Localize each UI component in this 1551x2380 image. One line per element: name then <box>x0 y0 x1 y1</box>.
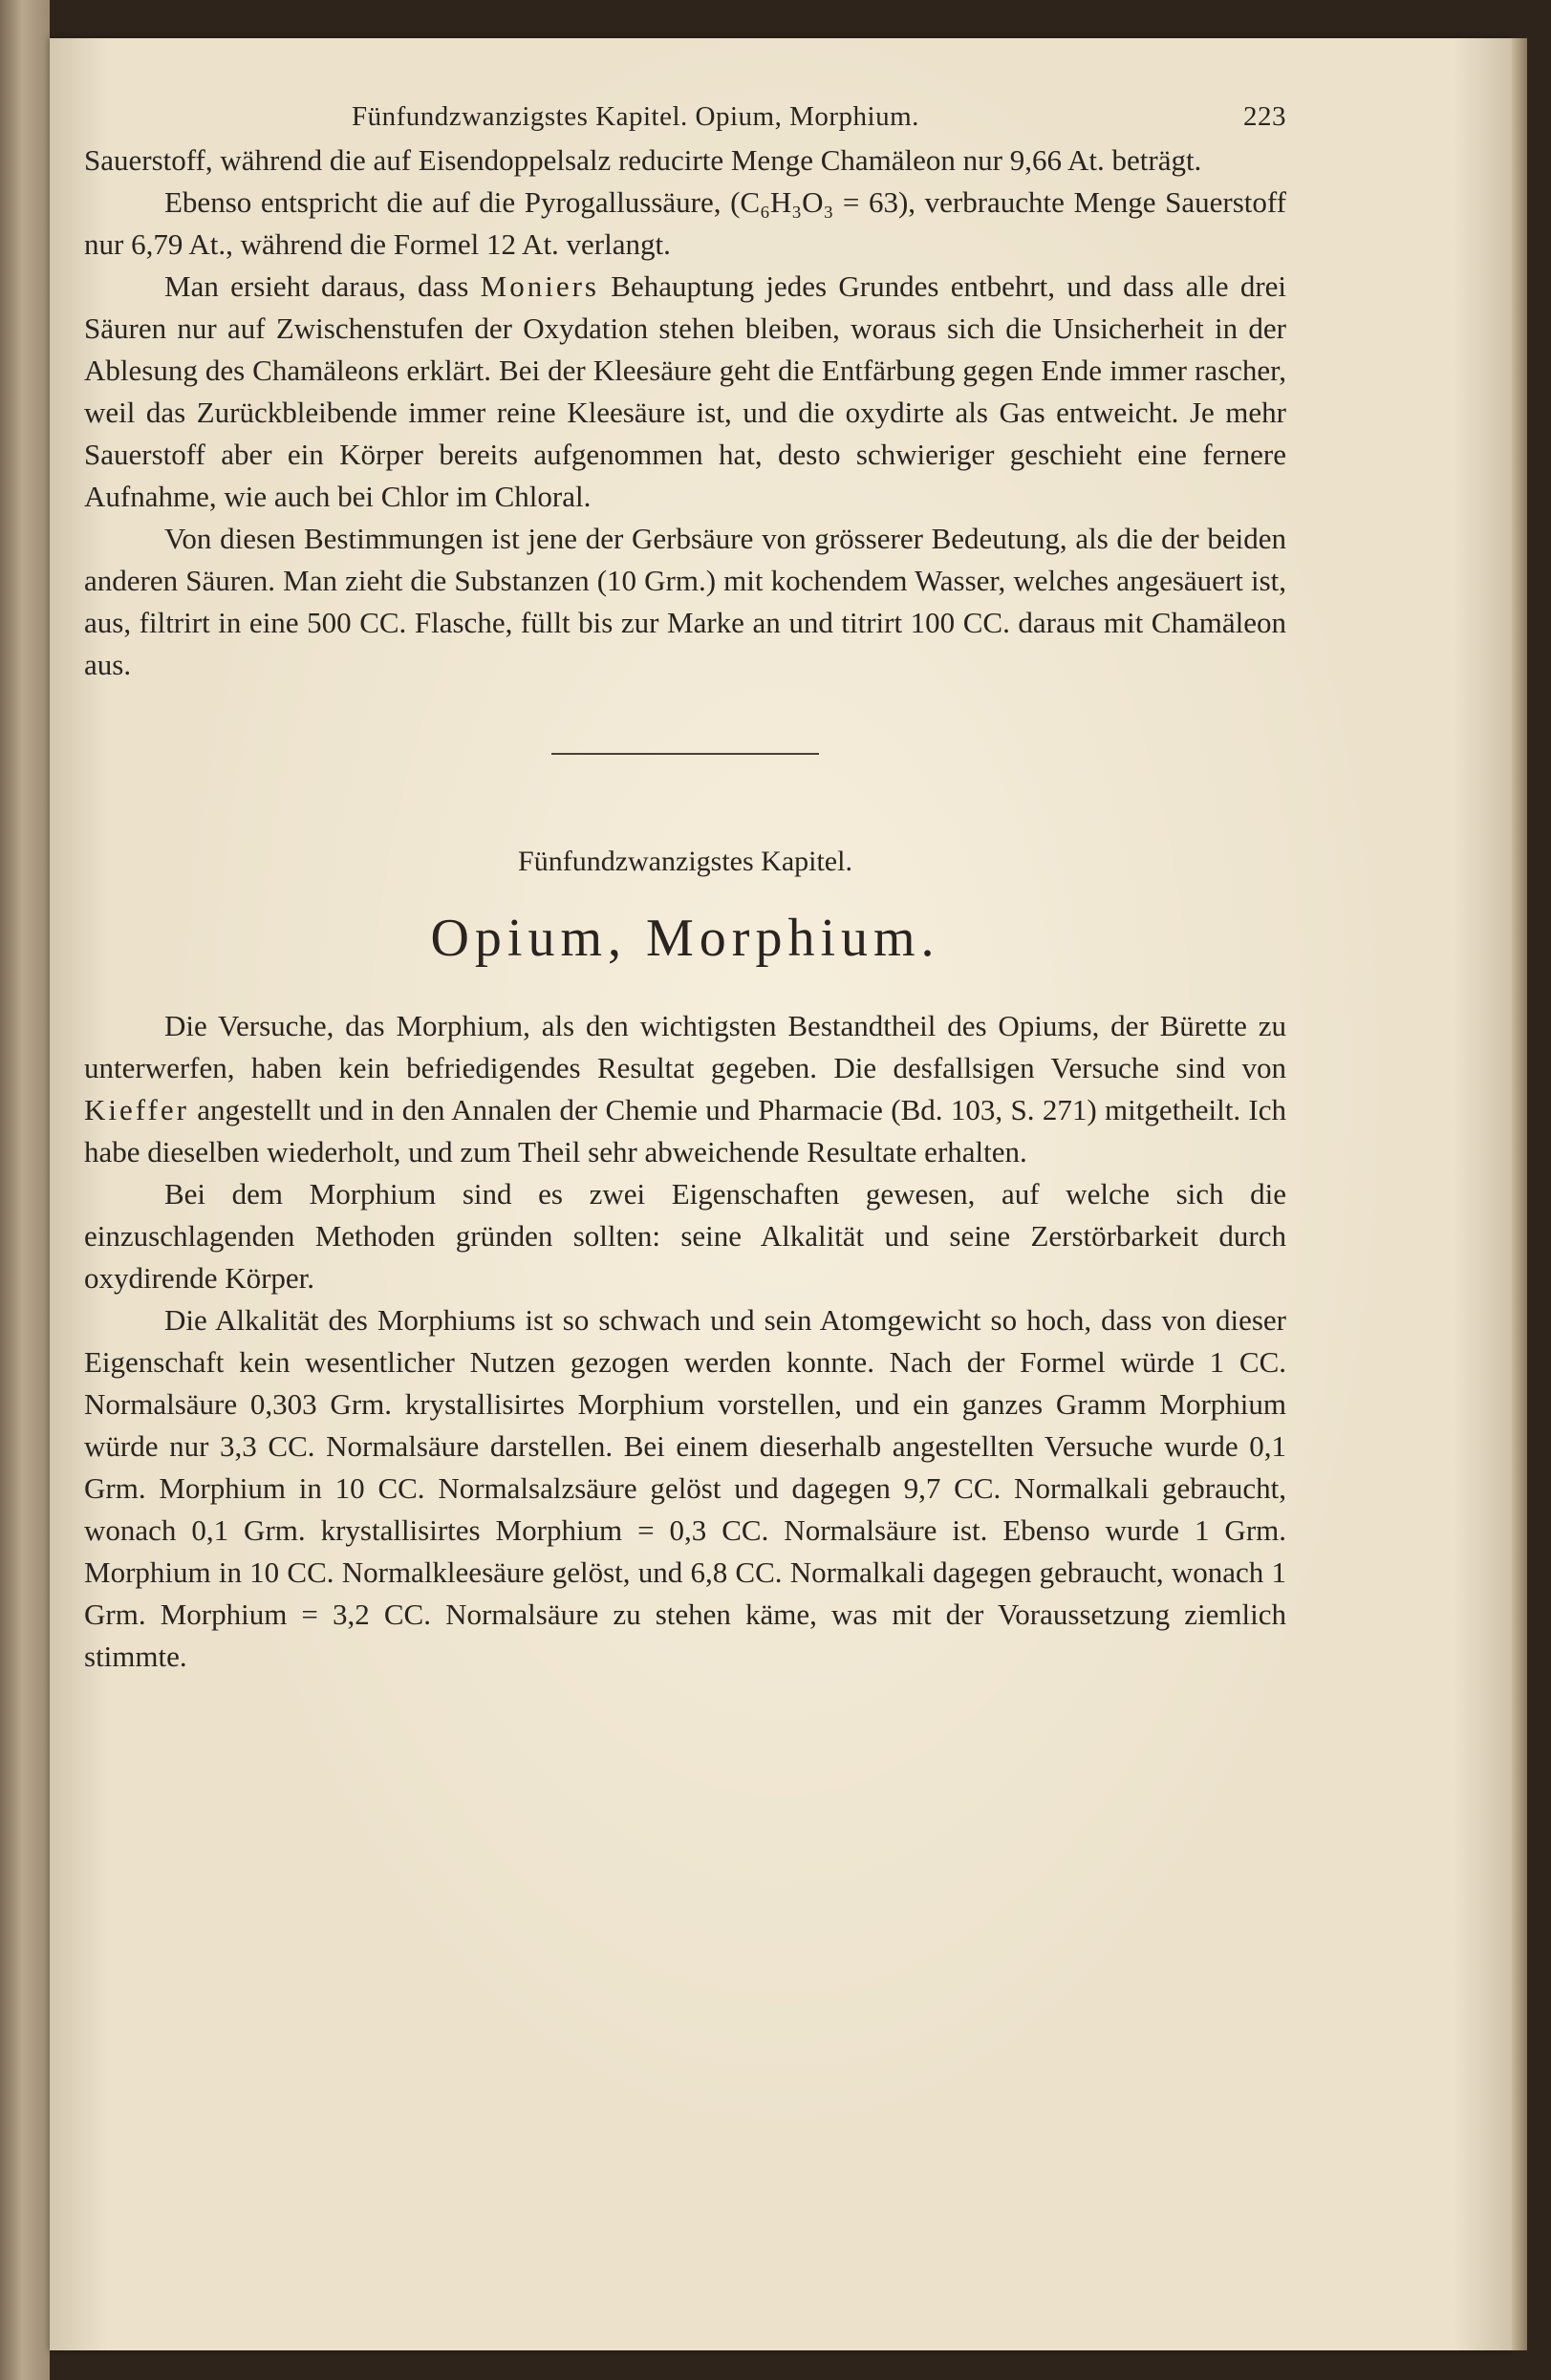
chapter-label: Fünfundzwanzigstes Kapitel. <box>518 846 852 877</box>
text-run: Behauptung jedes Grundes entbehrt, und dass alle drei Säuren nur auf Zwischenstufen der Oxydation stehen bleiben, woraus sich die Unsicherheit in der Ablesung des Chamäleons erklärt. Bei der Kleesäure geht die Entfärbung gegen Ende immer rascher, weil das Zurückbleibende immer reine Kleesäure ist, und die oxydirte als Gas entweicht. Je mehr Sauerstoff aber ein Körper bereits aufgenommen hat, desto schwieriger geschieht eine fernere Aufnahme, wie auch bei Chlor im Chloral. <box>84 269 1287 513</box>
paragraph <box>84 266 1286 518</box>
page-number: 223 <box>1243 101 1286 132</box>
text-run: Die Versuche, das Morphium, als den wichtigsten Bestandtheil des Opiums, der Bürette zu unterwerfen, haben kein befriedigendes Resultat gegeben. Die desfallsigen Versuche sind von <box>84 1009 1286 1084</box>
running-head-title: Fünfundzwanzigstes Kapitel. Opium, Morphium. <box>352 101 919 132</box>
author-name: Moniers <box>480 269 599 303</box>
paragraph: Von diesen Bestimmungen ist jene der Gerbsäure von grösserer Bedeutung, als die der beiden anderen Säuren. Man zieht die Substanzen (10 Grm.) mit kochendem Wasser, welches angesäuert ist, aus, filtrirt in eine 500 CC. Flasche, füllt bis zur Marke an und titrirt 100 CC. daraus mit Chamäleon aus. <box>84 522 1286 681</box>
author-name: Kieffer <box>84 1093 189 1126</box>
paragraph <box>84 1005 1286 1173</box>
running-head <box>84 96 1286 139</box>
section-divider <box>551 753 819 755</box>
left-page-edge <box>0 0 50 2380</box>
page-text-block <box>84 96 1286 1678</box>
paragraph: Die Alkalität des Morphiums ist so schwach und sein Atomgewicht so hoch, dass von dieser Eigenschaft kein wesentlicher Nutzen gezogen werden konnte. Nach der Formel würde 1 CC. Normalsäure 0,303 Grm. krystallisirtes Morphium vorstellen, und ein ganzes Gramm Morphium würde nur 3,3 CC. Normalsäure darstellen. Bei einem dieserhalb angestellten Versuche wurde 0,1 Grm. Morphium in 10 CC. Normalsalzsäure gelöst und dagegen 9,7 CC. Normalkali gebraucht, wonach 0,1 Grm. krystallisirtes Morphium = 0,3 CC. Normalsäure ist. Ebenso wurde 1 Grm. Morphium in 10 CC. Normalkleesäure gelöst, und 6,8 CC. Normalkali dagegen gebraucht, wonach 1 Grm. Morphium = 3,2 CC. Normalsäure zu stehen käme, was mit der Voraussetzung ziemlich stimmte. <box>84 1303 1286 1673</box>
paragraph: Bei dem Morphium sind es zwei Eigenschaften gewesen, auf welche sich die einzuschlagenden Methoden gründen sollten: seine Alkalität und seine Zerstörbarkeit durch oxydirende Körper. <box>84 1177 1286 1295</box>
text-run: Man ersieht daraus, dass <box>164 269 469 303</box>
right-page-edge <box>1512 38 1527 2350</box>
paragraph: Ebenso entspricht die auf die Pyrogallussäure, (C₆H₃O₃ = 63), verbrauchte Menge Sauerstoff nur 6,79 At., während die Formel 12 At. verlangt. <box>84 185 1286 261</box>
chapter-title: Opium, Morphium. <box>430 909 940 968</box>
text-run: angestellt und in den Annalen der Chemie und Pharmacie (Bd. 103, S. 271) mitgetheilt. Ich habe dieselben wiederholt, und zum Theil sehr abweichende Resultate erhalten. <box>84 1093 1286 1169</box>
paragraph: Sauerstoff, während die auf Eisendoppelsalz reducirte Menge Chamäleon nur 9,66 At. beträgt. <box>84 143 1202 177</box>
